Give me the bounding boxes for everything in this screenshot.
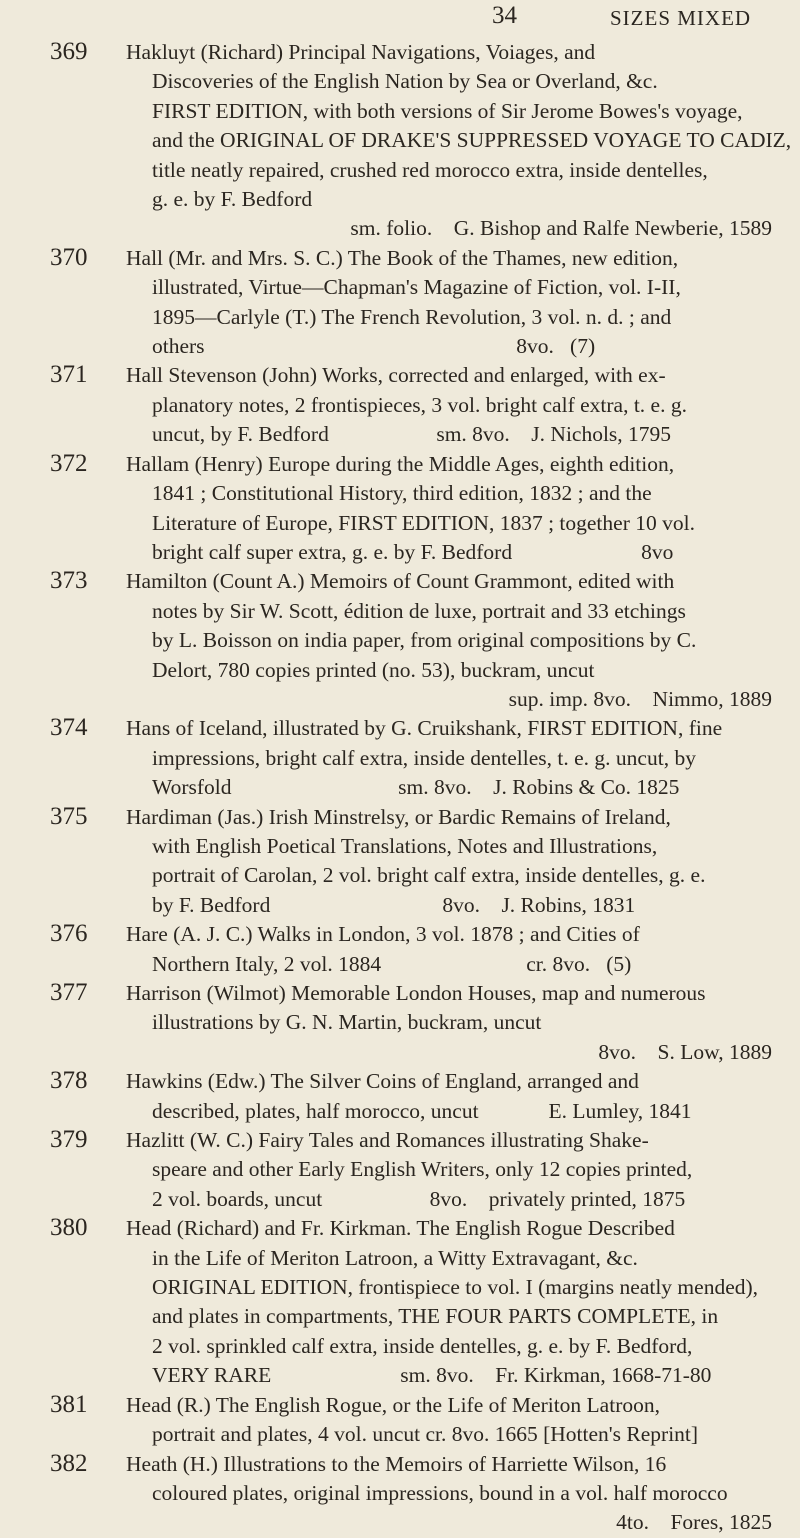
entry-line: Hazlitt (W. C.) Fairy Tales and Romances illustrating Shake- (126, 1128, 649, 1153)
lot-number: 378 (50, 1067, 88, 1095)
entry-line: and the ORIGINAL OF DRAKE'S SUPPRESSED VOYAGE TO CADIZ, (152, 128, 792, 153)
entry-line: by L. Boisson on india paper, from original compositions by C. (152, 628, 697, 653)
entry-line: Hardiman (Jas.) Irish Minstrelsy, or Bardic Remains of Ireland, (126, 804, 671, 829)
entry-line: Head (R.) The English Rogue, or the Life of Meriton Latroon, (126, 1392, 660, 1417)
entry-line: Delort, 780 copies printed (no. 53), buckram, uncut (152, 657, 595, 682)
entry-line: speare and other Early English Writers, only 12 copies printed, (152, 1157, 693, 1182)
lot-entry (0, 803, 800, 921)
lot-number: 380 (50, 1214, 88, 1242)
entry-line: with English Poetical Translations, Notes and Illustrations, (152, 833, 658, 858)
running-head: SIZES MIXED (610, 6, 752, 30)
lot-number: 372 (50, 449, 88, 477)
lot-number: 379 (50, 1126, 88, 1154)
entry-line: illustrated, Virtue—Chapman's Magazine of Fiction, vol. I-II, (152, 275, 681, 300)
entry-line: g. e. by F. Bedford (152, 187, 313, 212)
lot-entry (0, 1067, 800, 1126)
entry-line: Literature of Europe, FIRST EDITION, 1837 ; together 10 vol. (152, 510, 695, 535)
entry-line: planatory notes, 2 frontispieces, 3 vol. bright calf extra, t. e. g. (152, 392, 687, 417)
entry-line: 1895—Carlyle (T.) The French Revolution, 3 vol. n. d. ; and (152, 304, 672, 329)
lot-number: 382 (50, 1449, 88, 1477)
entry-line: by F. Bedford 8vo. J. Robins, 1831 (152, 892, 636, 917)
lot-number: 373 (50, 567, 88, 595)
entry-line: coloured plates, original impressions, bound in a vol. half morocco (152, 1480, 728, 1505)
lot-entry (0, 38, 800, 244)
entry-line: Head (Richard) and Fr. Kirkman. The English Rogue Described (126, 1216, 675, 1241)
entry-line: 1841 ; Constitutional History, third edition, 1832 ; and the (152, 481, 652, 506)
entry-line: notes by Sir W. Scott, édition de luxe, portrait and 33 etchings (152, 598, 686, 623)
entry-line: Heath (H.) Illustrations to the Memoirs of Harriette Wilson, 16 (126, 1451, 667, 1476)
entry-line: illustrations by G. N. Martin, buckram, uncut (152, 1010, 542, 1035)
lot-entry (0, 567, 800, 714)
entry-line: Hall (Mr. and Mrs. S. C.) The Book of the Thames, new edition, (126, 245, 679, 270)
lot-entry (0, 450, 800, 568)
entry-line: Hare (A. J. C.) Walks in London, 3 vol. 1878 ; and Cities of (126, 922, 640, 947)
entry-line: Discoveries of the English Nation by Sea or Overland, &c. (152, 69, 658, 94)
lot-entry (0, 714, 800, 802)
entry-line: Hamilton (Count A.) Memoirs of Count Grammont, edited with (126, 569, 675, 594)
entry-line: Hallam (Henry) Europe during the Middle Ages, eighth edition, (126, 451, 675, 476)
lot-entry (0, 979, 800, 1067)
entry-line: others 8vo. (7) (152, 334, 596, 359)
entry-line: Hans of Iceland, illustrated by G. Cruikshank, FIRST EDITION, fine (126, 716, 723, 741)
lot-number: 377 (50, 979, 88, 1006)
entry-line: sup. imp. 8vo. Nimmo, 1889 (508, 686, 772, 711)
lot-entry (0, 361, 800, 449)
lot-number: 374 (50, 714, 88, 742)
lot-number: 375 (50, 802, 88, 830)
entry-line: Hawkins (Edw.) The Silver Coins of England, arranged and (126, 1069, 639, 1094)
entry-line: 2 vol. sprinkled calf extra, inside dentelles, g. e. by F. Bedford, (152, 1333, 693, 1358)
lot-entry (0, 244, 800, 362)
lot-list (0, 38, 800, 1538)
lot-entry (0, 1450, 800, 1538)
lot-number: 381 (50, 1390, 88, 1418)
entry-line: Harrison (Wilmot) Memorable London Houses, map and numerous (126, 981, 706, 1005)
entry-line: uncut, by F. Bedford sm. 8vo. J. Nichols, 1795 (152, 422, 672, 447)
lot-entry (0, 920, 800, 979)
lot-entry (0, 1391, 800, 1450)
entry-line: Worsfold sm. 8vo. J. Robins & Co. 1825 (152, 775, 680, 800)
entry-line: 8vo. S. Low, 1889 (598, 1039, 772, 1064)
entry-line: Northern Italy, 2 vol. 1884 cr. 8vo. (5) (152, 951, 632, 976)
lot-number: 371 (50, 361, 88, 389)
lot-entry (0, 1214, 800, 1390)
entry-line: described, plates, half morocco, uncut E. Lumley, 1841 (152, 1098, 692, 1123)
entry-line: impressions, bright calf extra, inside dentelles, t. e. g. uncut, by (152, 745, 696, 770)
entry-line: FIRST EDITION, with both versions of Sir Jerome Bowes's voyage, (152, 98, 743, 123)
entry-line: VERY RARE sm. 8vo. Fr. Kirkman, 1668-71-80 (152, 1363, 712, 1388)
lot-number: 370 (50, 243, 88, 271)
entry-line: portrait of Carolan, 2 vol. bright calf extra, inside dentelles, g. e. (152, 863, 706, 888)
page-number: 34 (492, 2, 517, 29)
entry-line: 2 vol. boards, uncut 8vo. privately printed, 1875 (152, 1186, 686, 1211)
lot-number: 376 (50, 920, 88, 948)
entry-line: Hakluyt (Richard) Principal Navigations, Voiages, and (126, 40, 596, 64)
entry-line: 4to. Fores, 1825 (616, 1510, 772, 1535)
entry-line: and plates in compartments, THE FOUR PARTS COMPLETE, in (152, 1304, 719, 1329)
entry-line: portrait and plates, 4 vol. uncut cr. 8vo. 1665 [Hotten's Reprint] (152, 1422, 699, 1447)
entry-line: bright calf super extra, g. e. by F. Bedford 8vo (152, 539, 674, 564)
entry-line: in the Life of Meriton Latroon, a Witty Extravagant, &c. (152, 1245, 638, 1270)
entry-line: Hall Stevenson (John) Works, corrected and enlarged, with ex- (126, 363, 666, 388)
page-header (0, 2, 800, 42)
entry-line: title neatly repaired, crushed red morocco extra, inside dentelles, (152, 157, 708, 182)
entry-line: sm. folio. G. Bishop and Ralfe Newberie, 1589 (350, 216, 772, 241)
entry-line: ORIGINAL EDITION, frontispiece to vol. I (margins neatly mended), (152, 1275, 759, 1300)
lot-entry (0, 1126, 800, 1214)
lot-number: 369 (50, 38, 88, 65)
